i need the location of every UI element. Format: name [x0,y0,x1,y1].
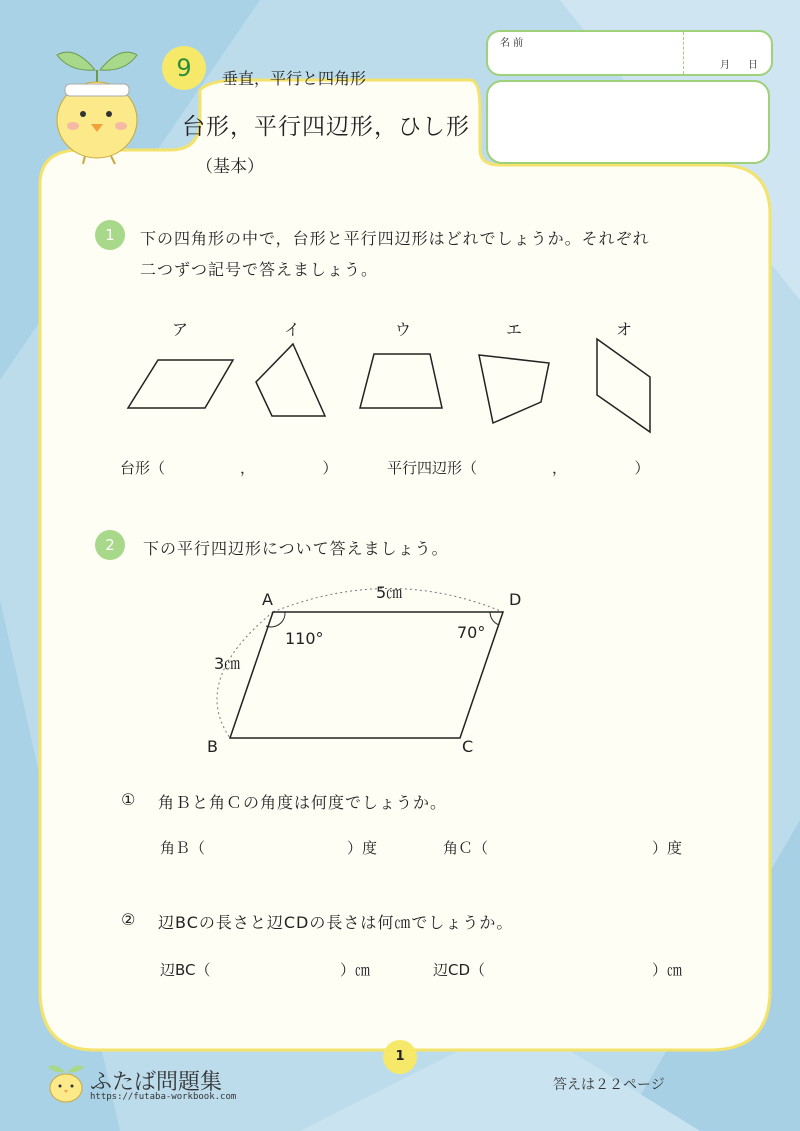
shape-label-u: ウ [395,320,412,339]
vertex-c-label: C [462,737,474,756]
brand-mascot-icon [45,1062,87,1104]
shape-label-a: ア [172,320,189,339]
answer-angle-b-label: 角Ｂ（ [160,839,206,857]
name-label: 名 前 [500,38,524,49]
mascot-chick-icon [45,40,155,165]
question-2-text: 下の平行四辺形について答えましょう。 [143,539,449,558]
vertex-d-label: D [509,590,522,609]
shape-u [360,354,442,408]
answer-angle-c-label: 角Ｃ（ [443,839,489,857]
level-label: （基本） [196,157,264,177]
answer-side-bc-field[interactable] [232,977,337,978]
answer-side-bc-unit: ）㎝ [340,961,371,979]
shape-label-i: イ [284,320,301,339]
answer-page-note: 答えは２２ページ [553,1077,665,1093]
answer-angle-b-unit: ）度 [347,839,378,857]
quadrilateral-shapes [120,330,670,440]
day-label: 日 [748,60,758,71]
answer-trapezoid[interactable]: 台形（ ， ） [120,459,338,477]
name-field[interactable] [486,30,773,76]
side-ad-label: 5㎝ [376,583,403,602]
unit-number-badge: 9 [162,46,206,90]
month-label: 月 [720,60,730,71]
answer-parallelogram[interactable]: 平行四辺形（ ， ） [387,459,650,477]
answer-side-cd-field[interactable] [505,977,650,978]
sub-question-1-marker: ① [121,790,136,809]
answer-side-cd-unit: ）㎝ [652,961,683,979]
question-1-badge: 1 [95,220,125,250]
answer-angle-b-field[interactable] [222,855,342,856]
sub-question-1-text: 角Ｂと角Ｃの角度は何度でしょうか。 [158,793,448,812]
name-divider [683,32,685,74]
answer-side-cd-label: 辺CD（ [433,961,486,979]
shape-label-e: エ [506,320,523,339]
parallelogram-figure [200,580,540,760]
brand-name: ふたば問題集 [90,1070,223,1095]
answer-angle-c-unit: ）度 [652,839,683,857]
question-1-text-line1: 下の四角形の中で，台形と平行四辺形はどれでしょうか。それぞれ [140,229,650,248]
answer-side-bc-label: 辺BC（ [160,961,211,979]
side-ab-label: 3㎝ [214,654,241,673]
question-1-text-line2: 二つずつ記号で答えましょう。 [140,260,379,279]
shape-a [128,360,233,408]
vertex-a-label: A [262,590,273,609]
lesson-title: 台形，平行四辺形，ひし形 [182,114,470,140]
shape-o [597,339,650,432]
score-box[interactable] [486,80,770,164]
unit-title: 垂直，平行と四角形 [222,69,367,88]
vertex-b-label: B [207,737,218,756]
shape-e [479,355,549,423]
angle-d-label: 70° [457,623,486,642]
answer-angle-c-field[interactable] [505,855,645,856]
sub-question-2-marker: ② [121,910,136,929]
shape-i [256,344,325,416]
angle-a-label: 110° [285,629,324,648]
shape-label-o: オ [616,320,633,339]
sub-question-2-text: 辺BCの長さと辺CDの長さは何㎝でしょうか。 [158,913,514,932]
page-number-badge: 1 [383,1040,417,1074]
question-2-badge: 2 [95,530,125,560]
brand-url[interactable]: https://futaba-workbook.com [90,1092,237,1102]
